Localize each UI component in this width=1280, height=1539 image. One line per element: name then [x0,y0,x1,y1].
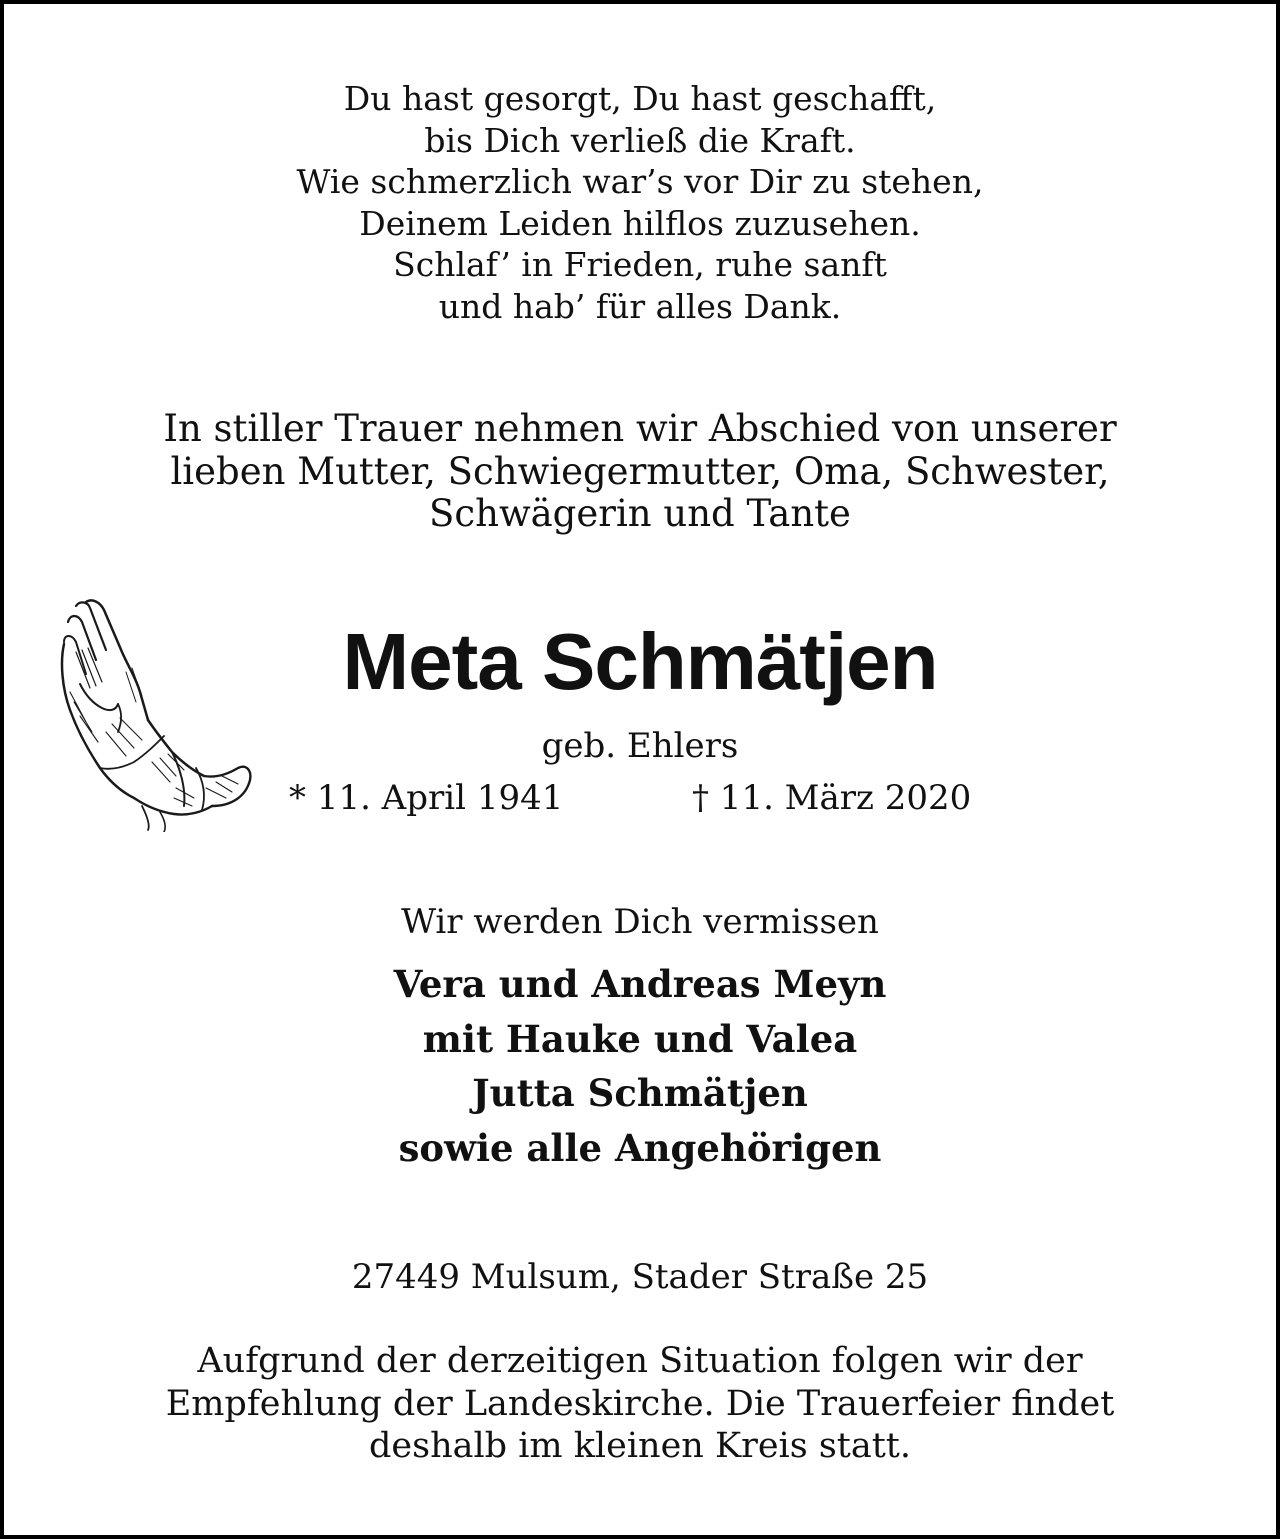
poem-line: und hab’ für alles Dank. [438,287,842,326]
deceased-name: Meta Schmätjen [342,617,938,706]
poem-line: Du hast gesorgt, Du hast geschafft, [343,79,937,118]
poem-line: Schlaf’ in Frieden, ruhe sanft [393,245,887,285]
signatory-line: mit Hauke und Valea [422,1016,858,1061]
address: 27449 Mulsum, Stader Straße 25 [351,1257,929,1297]
poem-line: Wie schmerzlich war’s vor Dir zu stehen, [296,162,984,202]
notice-line: Aufgrund der derzeitigen Situation folgen wir der [197,1341,1083,1381]
maiden-name: geb. Ehlers [541,726,739,766]
notice-line: Empfehlung der Landeskirche. Die Trauerfeier findet [165,1383,1115,1424]
signatory-line: Jutta Schmätjen [472,1071,808,1116]
notice-line: deshalb im kleinen Kreis statt. [369,1426,911,1466]
birth-date: * 11. April 1941 [289,778,564,818]
intro-line: lieben Mutter, Schwiegermutter, Oma, Schwester, [170,449,1110,493]
poem-line: Deinem Leiden hilflos zuzusehen. [359,203,921,243]
signatory-line: sowie alle Angehörigen [398,1126,882,1171]
intro-line: In stiller Trauer nehmen wir Abschied von unserer [163,407,1117,450]
intro-line: Schwägerin und Tante [429,492,851,535]
poem-line: bis Dich verließ die Kraft. [424,120,856,160]
death-date: † 11. März 2020 [692,778,972,818]
signatory-line: Vera und Andreas Meyn [393,962,887,1006]
closing-line: Wir werden Dich vermissen [401,902,879,942]
